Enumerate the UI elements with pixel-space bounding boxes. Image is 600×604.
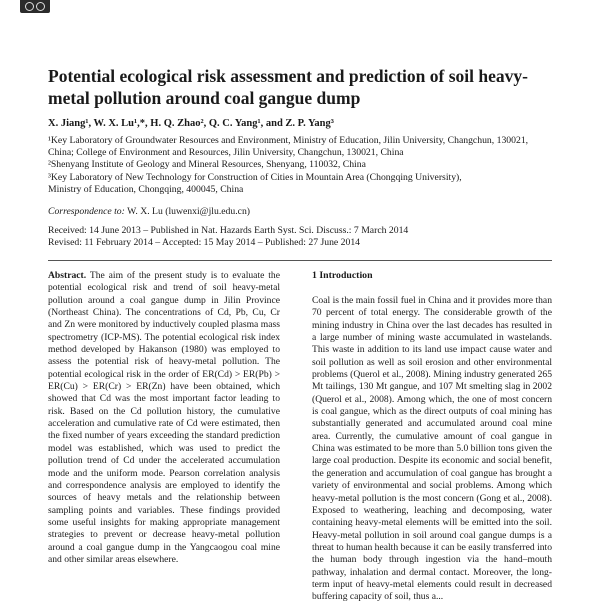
author-list: X. Jiang¹, W. X. Lu¹,*, H. Q. Zhao², Q. C. Yang¹, and Z. P. Yang³ <box>48 118 334 129</box>
abstract-label: Abstract. <box>48 270 87 281</box>
affiliation-line: ³Key Laboratory of New Technology for Construction of Cities in Mountain Area (Chongqing University), <box>48 171 462 183</box>
dates-line: Received: 14 June 2013 – Published in Nat. Hazards Earth Syst. Sci. Discuss.: 7 March 2014 <box>48 225 409 236</box>
abstract-text: The aim of the present study is to evaluate the potential ecological risk and trend of soil heavy-metal pollution around a coal gangue dump in Jilin Province (Northeast China). The concentrations of Cd, Pb, Cu, Cr and Zn were monitored by inductively coupled plasma mass spectrometry (ICP-MS). The potential ecological risk index method developed by Hakanson (1980) was employed to assess the potential risk of heavy-metal pollution. The potential ecological risk in the order of ER(Cd) > ER(Pb) > ER(Cu) > ER(Cr) > ER(Zn) have been obtained, which showed that Cd was the most important factor leading to risk. Based on the Cd pollution history, the cumulative acceleration and cumulative rate of Cd were estimated, then the fixed number of years exceeding the standard prediction model was established, which was used to predict the pollution trend of Cd under the accelerated accumulation mode and the uniform mode. Pearson correlation analysis and correspondence analysis are employed to identify the sources of heavy metals and the relationship between sampling points and variables. These findings provided some useful insights for making appropriate management strategies to prevent or decrease heavy-metal pollution around a coal gangue dump in the Yangcaogou coal mine and other similar areas elsewhere. <box>48 270 280 565</box>
affiliations <box>48 135 568 196</box>
affiliation-line: ¹Key Laboratory of Groundwater Resources and Environment, Ministry of Education, Jilin University, Changchun, 130021, <box>48 135 529 146</box>
header-divider <box>48 260 552 261</box>
correspondence <box>48 206 568 218</box>
publication-dates <box>48 225 568 249</box>
section-heading-introduction: 1 Introduction <box>312 270 373 281</box>
dates-line: Revised: 11 February 2014 – Accepted: 15 May 2014 – Published: 27 June 2014 <box>48 237 361 249</box>
affiliation-line: ²Shenyang Institute of Geology and Mineral Resources, Shenyang, 110032, China <box>48 159 366 171</box>
correspondence-label: Correspondence to: <box>48 206 125 217</box>
introduction-text: Coal is the main fossil fuel in China and it provides more than 70 percent of total energy. The considerable growth of the mining industry in China over the last decades has resulted in a large number of mining waste accumulated in wastelands. This waste in addition to its land use impact cause water and soil pollution as well as soil erosion and other environmental problems (Querol et al., 2008). Mining industry generated 265 Mt tailings, 130 Mt gangue, and 107 Mt smelting slag in 2002 (Querol et al., 2008). Among which, the one of most concern is coal gangue, which as the direct outputs of coal mining has substantially generated and accumulated around coal mine area. Currently, the cumulative amount of coal gangue in China was estimated to be more than 5.0 billion tons given the large coal production. Despite its economic and social benefit, the generation and accumulation of coal gangue has brought a variety of environmental and social problems. Among which heavy-metal pollution is the most concern (Gong et al., 2008). Exposed to weathering, leaching and decomposing, water containing heavy-metal elements will be emitted into the soil. Heavy-metal pollution in soil around coal gangue dumps is a threat to human health because it can be easily transferred into the human body through ingestion via the hand–mouth pathway, inhalation and dermal contact. Moreover, the long-term input of heavy-metal elements could result in decreased buffering capacity of soil, thus a... <box>312 295 552 603</box>
cc-license-icon <box>20 0 50 13</box>
abstract <box>48 270 280 566</box>
paper-title: Potential ecological risk assessment and prediction of soil heavy-metal pollution around coal gangue dump <box>48 66 528 108</box>
affiliation-line: China; College of Environment and Resources, Jilin University, Changchun, 130021, China <box>48 147 404 159</box>
affiliation-line: Ministry of Education, Chongqing, 400045, China <box>48 183 244 195</box>
correspondence-email[interactable]: W. X. Lu (luwenxi@jlu.edu.cn) <box>127 206 251 217</box>
